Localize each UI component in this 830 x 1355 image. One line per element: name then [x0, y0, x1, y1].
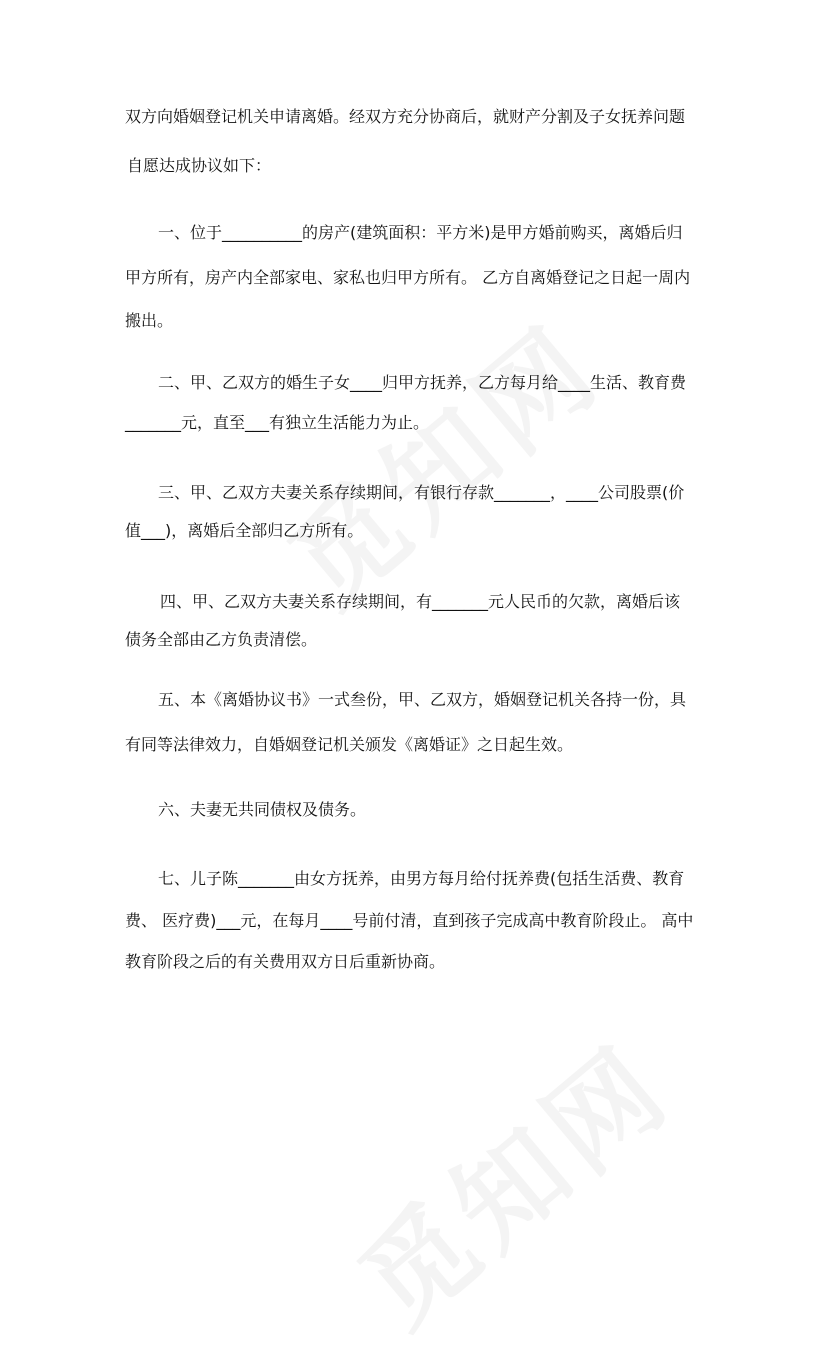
- paragraph-intro-line-1: 双方向婚姻登记机关申请离婚。经双方充分协商后，就财产分割及子女抚养问题: [125, 107, 686, 126]
- clause-4-line-2: 债务全部由乙方负责清偿。: [125, 630, 318, 649]
- clause-7-line-1: 七、儿子陈_______由女方抚养，由男方每月给付抚养费(包括生活费、教育: [158, 869, 685, 888]
- clause-2-line-1: 二、甲、乙双方的婚生子女____归甲方抚养，乙方每月给____生活、教育费: [158, 373, 687, 392]
- clause-3-line-1: 三、甲、乙双方夫妻关系存续期间，有银行存款_______，____公司股票(价: [158, 483, 685, 502]
- clause-3-line-2: 值___)，离婚后全部归乙方所有。: [125, 521, 364, 540]
- clause-5-line-1: 五、本《离婚协议书》一式叁份，甲、乙双方，婚姻登记机关各持一份，具: [158, 690, 687, 709]
- watermark-top: [251, 283, 628, 635]
- clause-2-line-2: _______元，直至___有独立生活能力为止。: [125, 413, 430, 432]
- watermark-bottom: [321, 1003, 698, 1355]
- paragraph-intro-line-2: 自愿达成协议如下：: [127, 156, 272, 175]
- clause-1-line-3: 搬出。: [125, 311, 174, 330]
- clause-1-line-1: 一、位于__________的房产(建筑面积：平方米)是甲方婚前购买，离婚后归: [158, 223, 683, 242]
- clause-7-line-2: 费、 医疗费)___元，在每月____号前付清，直到孩子完成高中教育阶段止。 高中: [125, 911, 694, 930]
- clause-5-line-2: 有同等法律效力，自婚姻登记机关颁发《离婚证》之日起生效。: [125, 735, 574, 754]
- clause-4-line-1: 四、甲、乙双方夫妻关系存续期间，有_______元人民币的欠款，离婚后该: [160, 592, 681, 611]
- clause-7-line-3: 教育阶段之后的有关费用双方日后重新协商。: [125, 952, 446, 971]
- clause-1-line-2: 甲方所有，房产内全部家电、家私也归甲方所有。 乙方自离婚登记之日起一周内: [125, 268, 691, 287]
- clause-6-line-1: 六、夫妻无共同债权及债务。: [158, 800, 367, 819]
